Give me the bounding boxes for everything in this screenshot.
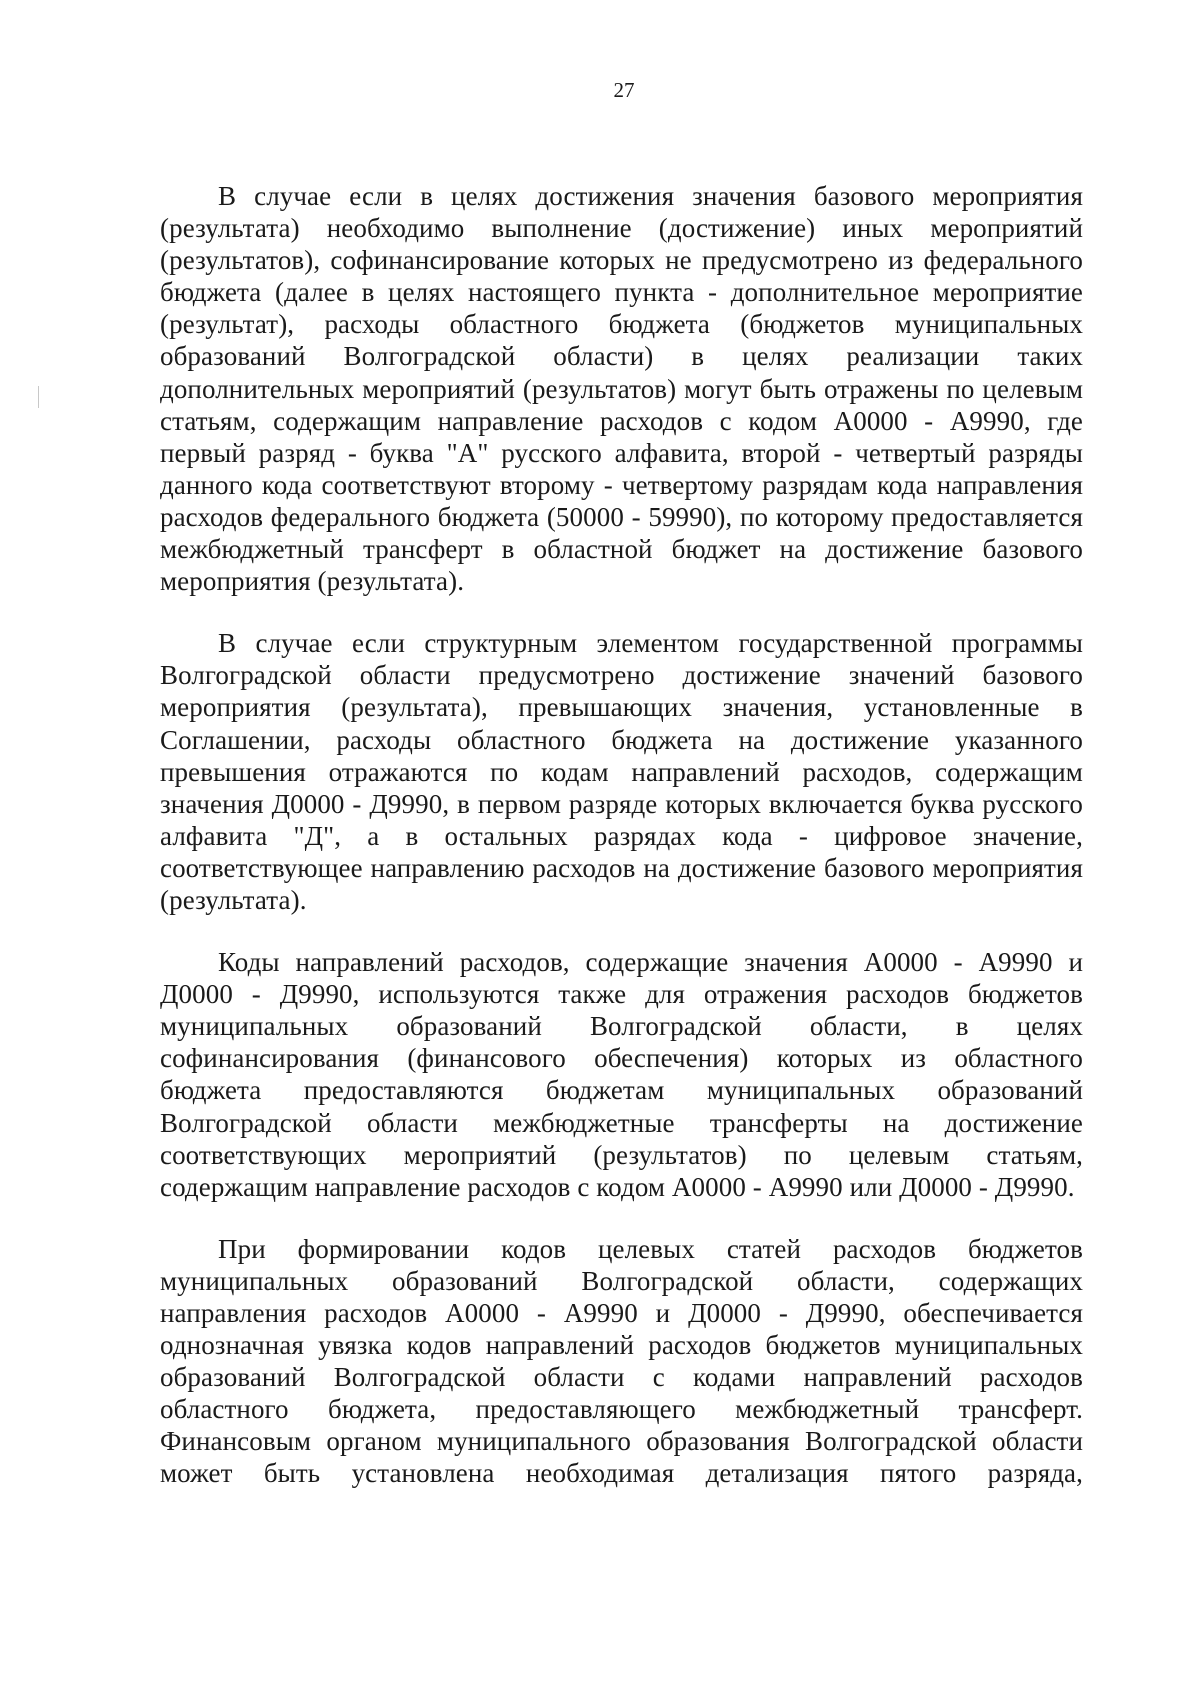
scan-margin-mark (38, 386, 39, 408)
document-body (160, 180, 1083, 1520)
paragraph-code-formation: При формировании кодов целевых статей расходов бюджетов муниципальных образований Волгоградской области, содержащих направления расходов А0000 - А9990 и Д0000 - Д9990, обеспечивается однозначная увязка кодов направлений расходов бюджетов муниципальных образований Волгоградской области с кодами направлений расходов областного бюджета, предоставляющего межбюджетный трансферт. Финансовым органом муниципального образования Волгоградской области может быть установлена необходимая детализация пятого разряда, (160, 1233, 1083, 1489)
paragraph-exceeding-values: В случае если структурным элементом государственной программы Волгоградской области предусмотрено достижение значений базового мероприятия (результата), превышающих значения, установленные в Соглашении, расходы областного бюджета на достижение указанного превышения отражаются по кодам направлений расходов, содержащим значения Д0000 - Д9990, в первом разряде которых включается буква русского алфавита "Д", а в остальных разрядах кода - цифровое значение, соответствующее направлению расходов на достижение базового мероприятия (результата). (160, 628, 1083, 915)
paragraph-base-activity-additional: В случае если в целях достижения значения базового мероприятия (результата) необходимо выполнение (достижение) иных мероприятий (результатов), софинансирование которых не предусмотрено из федерального бюджета (далее в целях настоящего пункта - дополнительное мероприятие (результат), расходы областного бюджета (бюджетов муниципальных образований Волгоградской области) в целях реализации таких дополнительных мероприятий (результатов) могут быть отражены по целевым статьям, содержащим направление расходов с кодом А0000 - А9990, где первый разряд - буква "А" русского алфавита, второй - четвертый разряды данного кода соответствуют второму - четвертому разрядам кода направления расходов федерального бюджета (50000 - 59990), по которому предоставляется межбюджетный трансферт в областной бюджет на достижение базового мероприятия (результата). (160, 181, 1083, 597)
page-number: 27 (613, 78, 635, 102)
paragraph-municipal-budgets: Коды направлений расходов, содержащие значения А0000 - А9990 и Д0000 - Д9990, используются также для отражения расходов бюджетов муниципальных образований Волгоградской области, в целях софинансирования (финансового обеспечения) которых из областного бюджета предоставляются бюджетам муниципальных образований Волгоградской области межбюджетные трансферты на достижение соответствующих мероприятий (результатов) по целевым статьям, содержащим направление расходов с кодом А0000 - А9990 или Д0000 - Д9990. (160, 947, 1083, 1202)
